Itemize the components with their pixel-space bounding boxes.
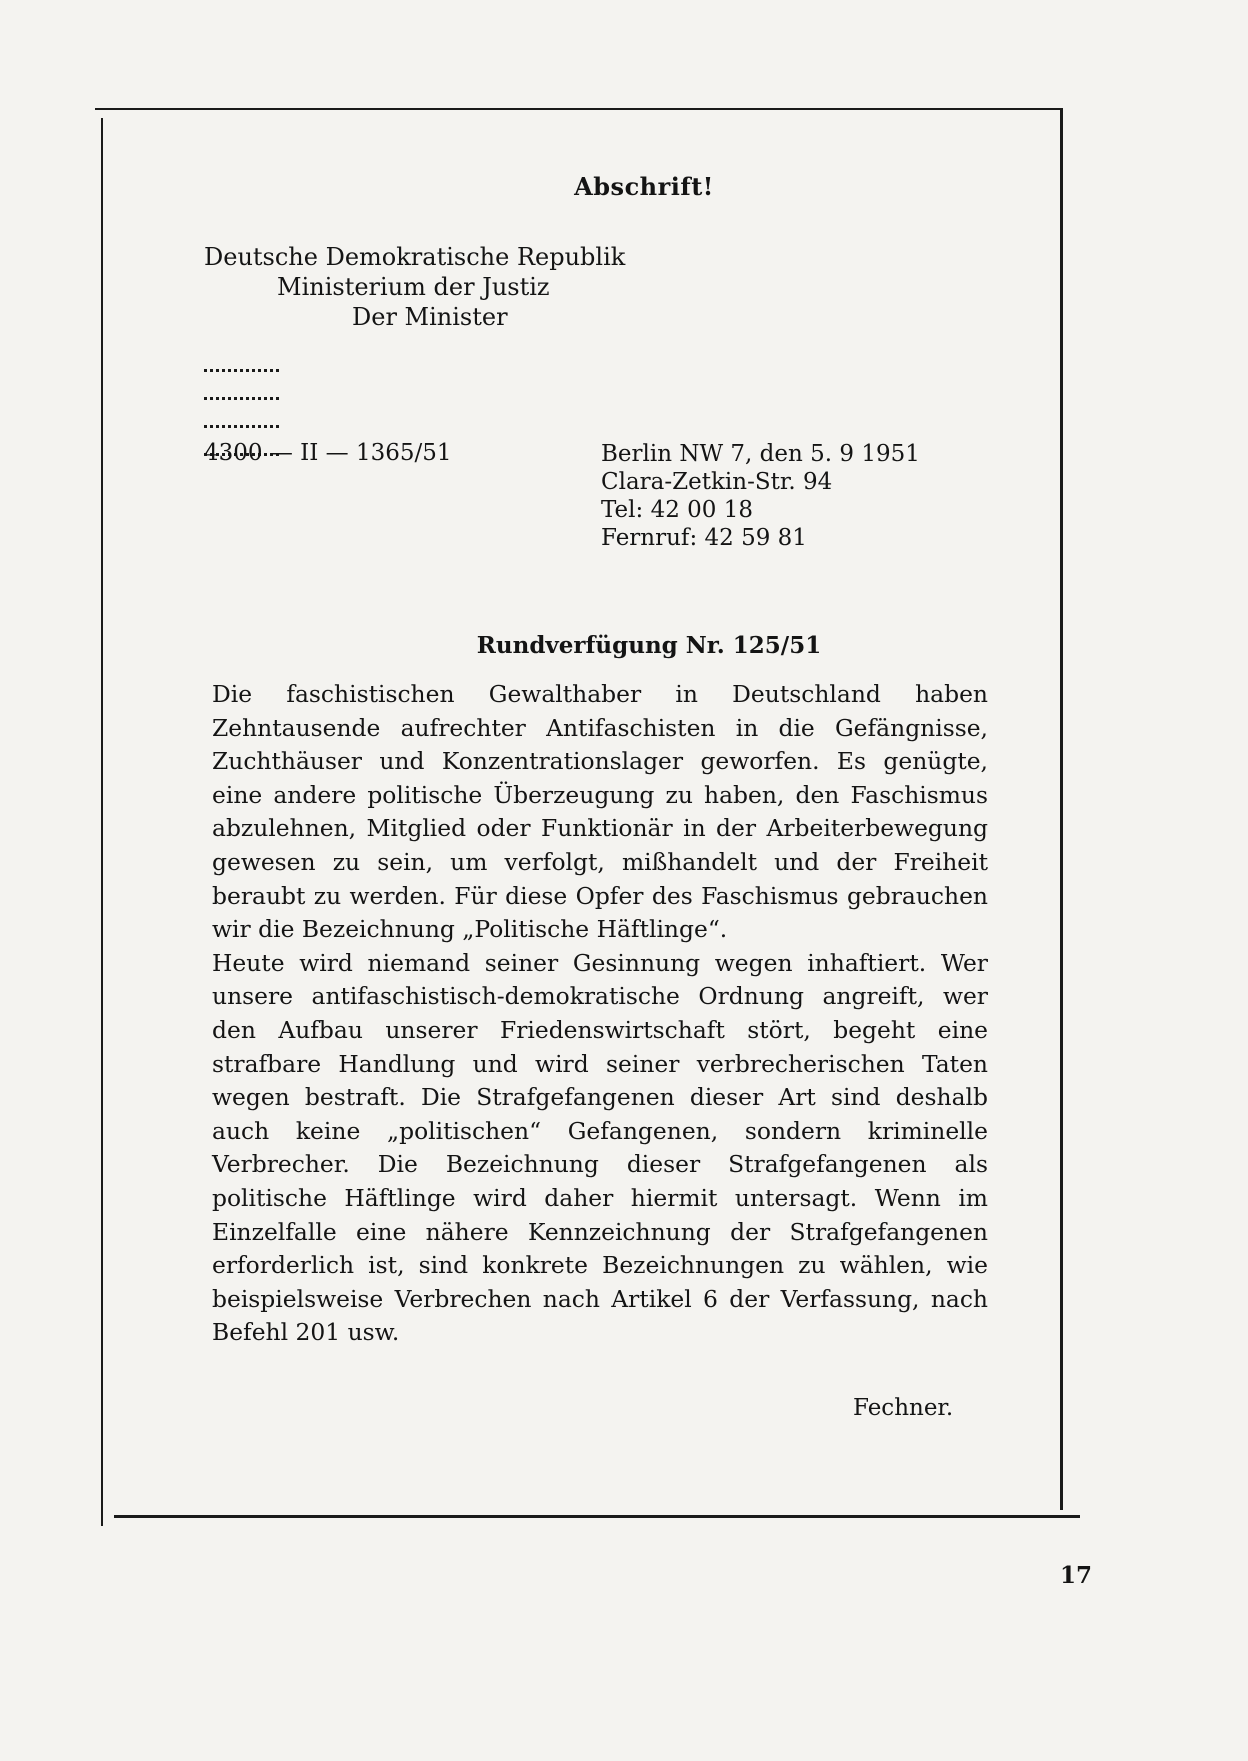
decree-heading: Rundverfügung Nr. 125/51	[476, 632, 822, 659]
paragraph-2: Heute wird niemand seiner Gesinnung wegen inhaftiert. Wer unsere antifaschistisch-demokratische Ordnung angreift, wer den Aufbau unserer Friedenswirtschaft stört, begeht eine strafbare Handlung und wird seiner verbrecherischen Taten wegen bestraft. Die Strafgefangenen dieser Art sind deshalb auch keine „politischen“ Gefangenen, sondern kriminelle Verbrecher. Die Bezeichnung dieser Strafgefangenen als politische Häftlinge wird daher hiermit untersagt. Wenn im Einzelfalle eine nähere Kennzeichnung der Strafgefangenen erforderlich ist, sind konkrete Bezeichnungen zu wählen, wie beispielsweise Verbrechen nach Artikel 6 der Verfassung, nach Befehl 201 usw.	[212, 948, 988, 1347]
sender-ministry: Ministerium der Justiz	[277, 273, 550, 301]
dotted-line	[204, 400, 279, 428]
decree-body	[212, 678, 988, 1350]
dotted-line	[204, 372, 279, 400]
reference-number: 4300 — II — 1365/51	[204, 440, 452, 466]
frame-left-rule	[101, 118, 103, 1526]
address-block	[601, 440, 920, 552]
place-date: Berlin NW 7, den 5. 9 1951	[601, 441, 920, 467]
frame-right-rule	[1060, 108, 1063, 1510]
fernruf: Fernruf: 42 59 81	[601, 525, 807, 551]
frame-top-rule	[95, 108, 1062, 110]
telephone: Tel: 42 00 18	[601, 497, 754, 523]
signature: Fechner.	[853, 1395, 954, 1421]
sender-role: Der Minister	[352, 303, 508, 331]
sender-block	[204, 242, 625, 332]
dotted-line	[204, 344, 279, 372]
paragraph-1: Die faschistischen Gewalthaber in Deutschland haben Zehntausende aufrechter Antifaschisten in die Gefängnisse, Zuchthäuser und Konzentrationslager geworfen. Es genügte, eine andere politische Überzeugung zu haben, den Faschismus abzulehnen, Mitglied oder Funktionär in der Arbeiterbewegung gewesen zu sein, um verfolgt, mißhandelt und der Freiheit beraubt zu werden. Für diese Opfer des Faschismus gebrauchen wir die Bezeichnung „Politische Häftlinge“.	[212, 680, 988, 944]
document-title: Abschrift!	[574, 172, 714, 201]
sender-country: Deutsche Demokratische Republik	[204, 243, 626, 271]
frame-bottom-rule	[114, 1515, 1080, 1518]
street-address: Clara-Zetkin-Str. 94	[601, 469, 833, 495]
page-number: 17	[1060, 1562, 1093, 1589]
